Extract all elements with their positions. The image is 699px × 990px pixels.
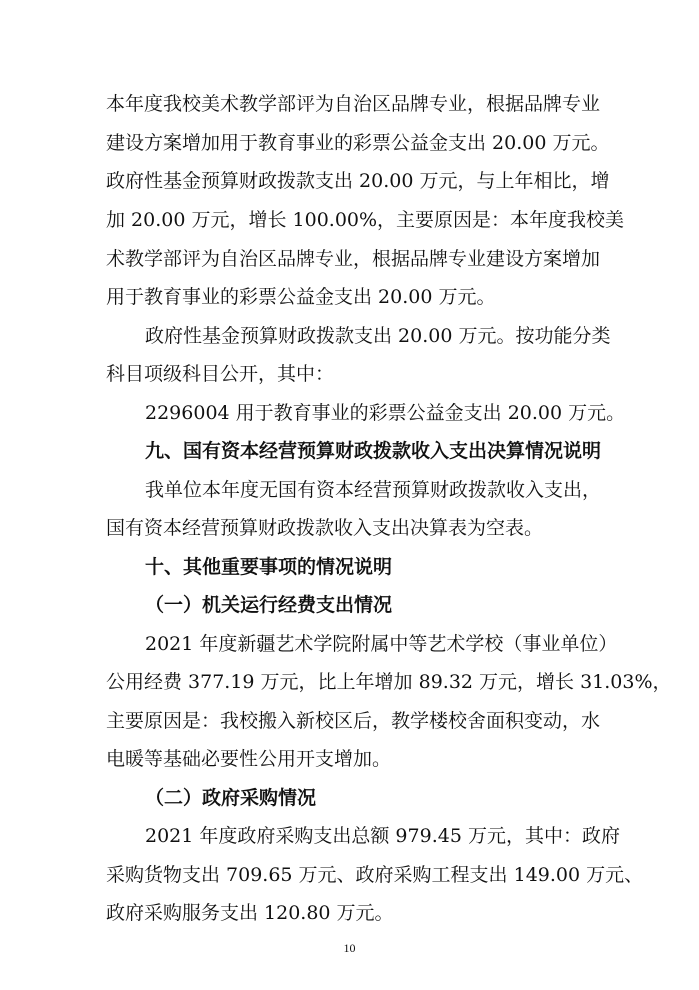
body-text-line: 建设方案增加用于教育事业的彩票公益金支出 20.00 万元。 (106, 132, 610, 154)
body-text-line: 政府性基金预算财政拨款支出 20.00 万元。按功能分类 (145, 325, 611, 347)
body-text-line: 公用经费 377.19 万元，比上年增加 89.32 万元，增长 31.03%， (106, 671, 672, 693)
body-text-line: 采购货物支出 709.65 万元、政府采购工程支出 149.00 万元、 (106, 864, 644, 886)
body-text-line: 国有资本经营预算财政拨款收入支出决算表为空表。 (106, 517, 544, 539)
body-text-line: 用于教育事业的彩票公益金支出 20.00 万元。 (106, 286, 496, 308)
subsection-heading: （二）政府采购情况 (145, 787, 317, 809)
body-text-line: 我单位本年度无国有资本经营预算财政拨款收入支出， (145, 479, 602, 501)
section-heading: 十、其他重要事项的情况说明 (145, 556, 393, 578)
section-heading: 九、国有资本经营预算财政拨款收入支出决算情况说明 (145, 440, 602, 462)
body-text-line: 电暖等基础必要性公用开支增加。 (106, 748, 392, 770)
body-text-line: 科目项级科目公开，其中： (106, 363, 335, 385)
body-text-line: 2296004 用于教育事业的彩票公益金支出 20.00 万元。 (145, 402, 626, 424)
body-text-line: 本年度我校美术教学部评为自治区品牌专业，根据品牌专业 (106, 93, 601, 115)
body-text-line: 术教学部评为自治区品牌专业，根据品牌专业建设方案增加 (106, 248, 601, 270)
subsection-heading: （一）机关运行经费支出情况 (145, 594, 393, 616)
body-text-line: 主要原因是：我校搬入新校区后，教学楼校舍面积变动，水 (106, 710, 601, 732)
page-number: 10 (343, 941, 356, 955)
body-text-line: 政府采购服务支出 120.80 万元。 (106, 902, 394, 924)
body-text-line: 2021 年度政府采购支出总额 979.45 万元，其中：政府 (145, 825, 620, 847)
body-text-line: 加 20.00 万元，增长 100.00%，主要原因是：本年度我校美 (106, 209, 625, 231)
body-text-line: 2021 年度新疆艺术学院附属中等艺术学校（事业单位） (145, 633, 618, 655)
body-text-line: 政府性基金预算财政拨款支出 20.00 万元，与上年相比，增 (106, 170, 610, 192)
